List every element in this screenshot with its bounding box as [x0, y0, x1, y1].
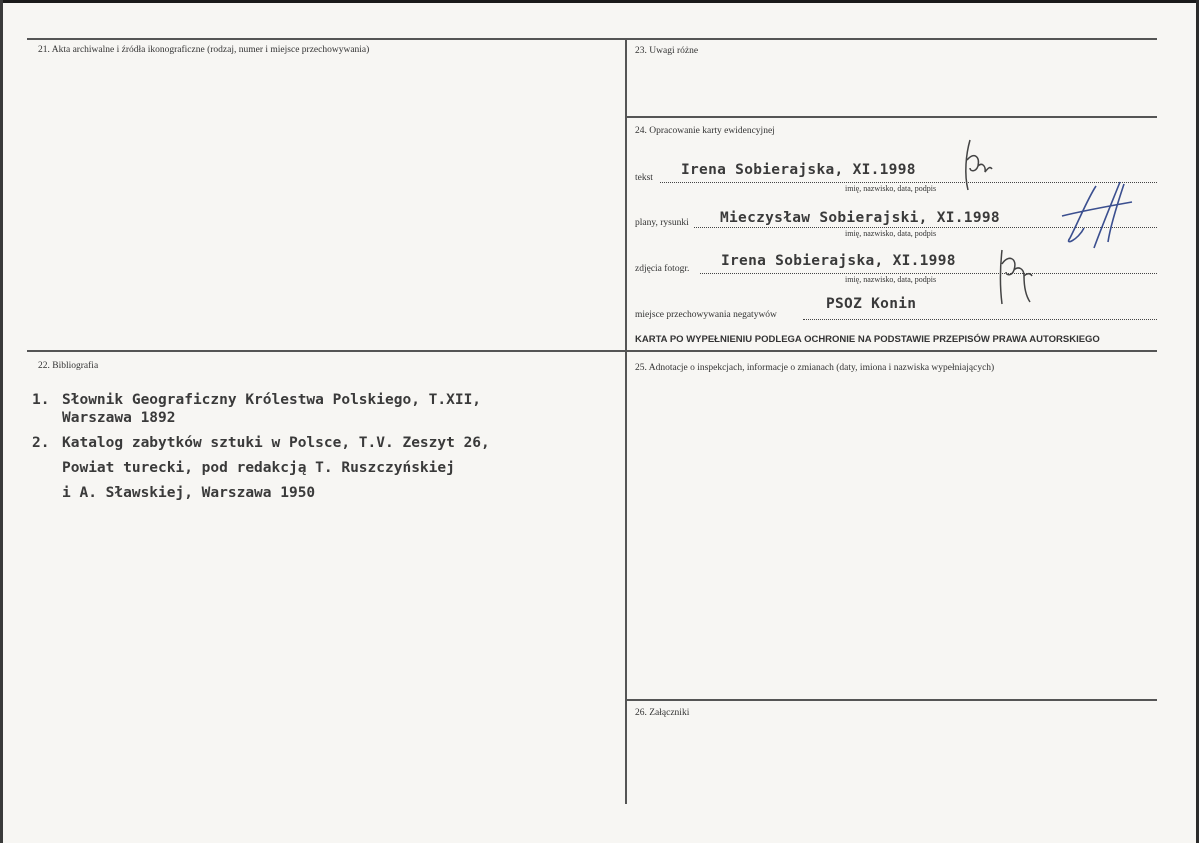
negatives-label: miejsce przechowywania negatywów — [635, 310, 777, 320]
card-left-edge — [0, 0, 3, 843]
rule-middle — [27, 350, 1157, 352]
card-top-edge — [0, 0, 1199, 3]
negatives-value: PSOZ Konin — [826, 296, 917, 312]
photos-row-dotline — [700, 273, 1157, 274]
drawings-row-value: Mieczysław Sobierajski, XI.1998 — [720, 210, 1000, 226]
top-rule — [27, 38, 1157, 40]
bibliography-item-2-number: 2. — [32, 435, 50, 451]
section-25-label: 25. Adnotacje o inspekcjach, informacje o zmianach (daty, imiona i nazwiska wypełniających) — [635, 363, 995, 373]
copyright-notice: KARTA PO WYPEŁNIENIU PODLEGA OCHRONIE NA PODSTAWIE PRZEPISÓW PRAWA AUTORSKIEGO — [635, 334, 1100, 345]
bibliography-item-2-line-1: Katalog zabytków sztuki w Polsce, T.V. Zeszyt 26, — [62, 435, 490, 451]
photos-row-label: zdjęcia fotogr. — [635, 264, 690, 274]
bibliography-item-1-line-1: Słownik Geograficzny Królestwa Polskiego, T.XII, — [62, 392, 482, 408]
signature-drawings — [1058, 178, 1138, 258]
section-24-label: 24. Opracowanie karty ewidencyjnej — [635, 126, 775, 136]
text-row-label: tekst — [635, 173, 653, 183]
section-23-label: 23. Uwagi różne — [635, 46, 699, 56]
signature-photos — [990, 246, 1036, 308]
center-divider — [625, 38, 627, 804]
text-row-hint: imię, nazwisko, data, podpis — [845, 184, 937, 193]
signature-text — [958, 136, 998, 194]
text-row-value: Irena Sobierajska, XI.1998 — [681, 162, 916, 178]
section-22-label: 22. Bibliografia — [38, 361, 99, 371]
rule-25-26 — [626, 699, 1157, 701]
section-26-label: 26. Załączniki — [635, 708, 690, 718]
drawings-row-label: plany, rysunki — [635, 218, 689, 228]
section-21-label: 21. Akta archiwalne i źródła ikonograficzne (rodzaj, numer i miejsce przechowywania) — [38, 45, 370, 55]
bibliography-item-2-line-3: i A. Sławskiej, Warszawa 1950 — [62, 485, 316, 501]
negatives-dotline — [803, 319, 1157, 320]
rule-23-24 — [626, 116, 1157, 118]
bibliography-item-1-line-2: Warszawa 1892 — [62, 410, 176, 426]
drawings-row-hint: imię, nazwisko, data, podpis — [845, 229, 937, 238]
photos-row-hint: imię, nazwisko, data, podpis — [845, 275, 937, 284]
photos-row-value: Irena Sobierajska, XI.1998 — [721, 253, 956, 269]
bibliography-item-1-number: 1. — [32, 392, 50, 408]
bibliography-item-2-line-2: Powiat turecki, pod redakcją T. Ruszczyńskiej — [62, 460, 455, 476]
